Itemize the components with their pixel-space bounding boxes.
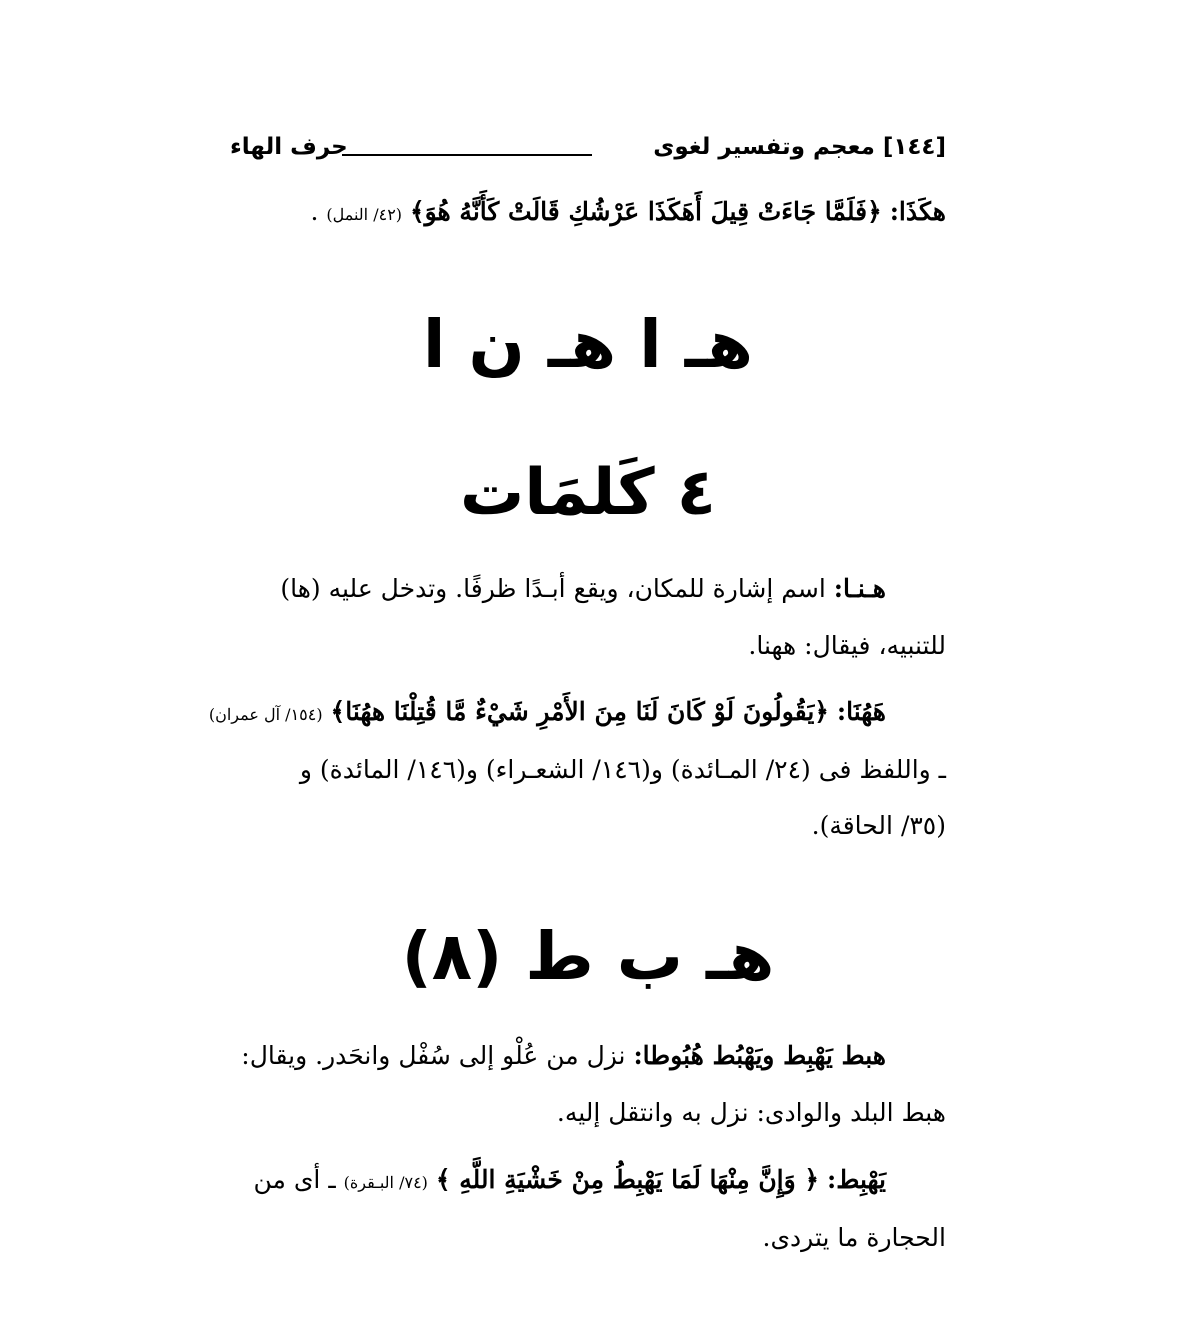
entry-word: هَهُنَا: [836,697,886,726]
entry-hahuna-example [208,692,946,735]
root-heading-hbt: هـ ب ط (٨) [401,918,775,995]
entry-word: هكَذَا: [889,197,946,226]
entry-word: يَهْبِط: [827,1165,886,1194]
entry-habata-line4: الحجارة ما يتردى. [762,1223,946,1252]
entry-hakadha [230,192,946,235]
entry-habata-line1 [230,1036,946,1076]
running-header [230,134,946,170]
full-stop: . [310,197,319,226]
header-rule [342,154,592,156]
word-count-heading: ٤ كَلمَات [460,456,716,530]
quran-quote: ﴿فَلَمَّا جَاءَتْ قِيلَ أَهَكَذَا عَرْشُكِ قَالَتْ كَأَنَّهُ هُوَ﴾ [409,197,882,226]
definition-text: نزل من عُلْو إلى سُفْل وانحَدر. ويقال: [241,1041,626,1070]
entry-word: هبط يَهْبِط ويَهْبُط هُبُوطا: [633,1041,886,1070]
entry-word: هـنـا: [833,574,886,603]
citation: (٧٤/ البـقرة) [343,1173,428,1192]
entry-huna-line1 [230,569,946,609]
page-number-title: [١٤٤] معجم وتفسير لغوى [653,134,946,160]
root-heading-haahna: هـ ا هـ ن ا [422,306,754,383]
quran-quote: ﴿ وَإِنَّ مِنْهَا لَمَا يَهْبِطُ مِنْ خَشْيَةِ اللَّهِ ﴾ [435,1165,820,1194]
section-title: حرف الهاء [230,134,348,160]
entry-yahbit-example [230,1160,946,1203]
entry-huna-references-end: (٣٥/ الحاقة). [811,811,946,840]
entry-habata-line2: هبط البلد والوادى: نزل به وانتقل إليه. [556,1098,946,1127]
entry-huna-line2: للتنبيه، فيقال: ههنا. [748,631,946,660]
citation: (٤٢/ النمل) [326,205,403,224]
entry-huna-references: ـ واللفظ فى (٢٤/ المـائدة) و(١٤٦/ الشعـراء) و(١٤٦/ المائدة) و [299,755,946,784]
citation: (١٥٤/ آل عمران) [208,705,323,724]
quran-quote: ﴿يَقُولُونَ لَوْ كَانَ لَنَا مِنَ الأَمْرِ شَيْءٌ مَّا قُتِلْنَا ههُنَا﴾ [330,697,829,726]
explanation-text: ـ أى من [253,1165,336,1194]
definition-text: اسم إشارة للمكان، ويقع أبـدًا ظرفًا. وتدخل عليه (ها) [280,574,826,603]
